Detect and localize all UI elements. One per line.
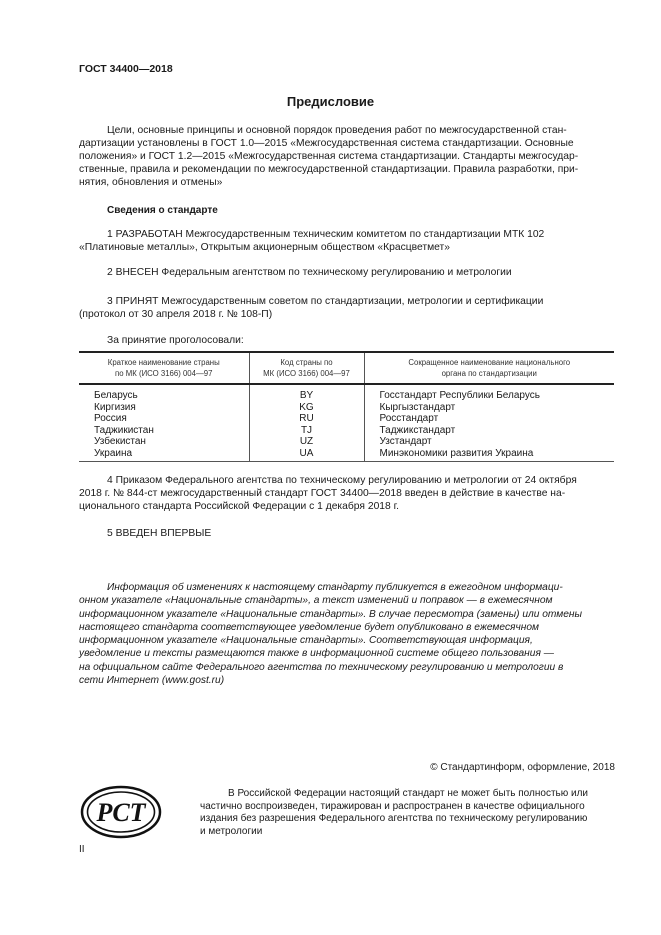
- standard-header: ГОСТ 34400—2018: [79, 63, 173, 75]
- legal-note-line: и метрологии: [200, 825, 263, 837]
- country-code: UZ: [249, 436, 364, 448]
- item-3: [79, 295, 615, 321]
- country-code: TJ: [249, 425, 364, 437]
- country-name: Россия: [94, 413, 127, 424]
- standard-info-heading: Сведения о стандарте: [107, 205, 218, 216]
- item-5: 5 ВВЕДЕН ВПЕРВЫЕ: [107, 528, 212, 539]
- table-header-cell: Краткое наименование страны по МК (ИСО 3166) 004—97: [79, 352, 249, 384]
- legal-note-line: В Российской Федерации настоящий стандарт не может быть полностью или: [228, 788, 589, 799]
- voting-table: [79, 351, 614, 462]
- intro-line: нятия, обновления и отмены»: [79, 177, 223, 188]
- country-code: RU: [249, 413, 364, 425]
- table-row: [79, 413, 614, 425]
- intro-line: дартизации установлены в ГОСТ 1.0—2015 «Межгосударственная система стандартизации. Основные: [79, 138, 574, 149]
- legal-note-line: частично воспроизведен, тиражирован и распространен в качестве официального: [200, 800, 585, 812]
- item-4-line: 2018 г. № 844-ст межгосударственный стандарт ГОСТ 34400—2018 введен в действие в качестве на-: [79, 488, 566, 499]
- info-notice-line: информационном указателе «Национальные стандарты». Соответствующая информация,: [79, 635, 533, 647]
- country-code: BY: [249, 384, 364, 402]
- item-1: [79, 228, 615, 254]
- national-body: Госстандарт Республики Беларусь: [364, 384, 614, 402]
- item-4: [79, 474, 615, 513]
- info-notice-line: Информация об изменениях к настоящему стандарту публикуется в ежегодном информаци-: [107, 582, 563, 593]
- country-name: Украина: [94, 447, 133, 459]
- legal-note-line: издания без разрешения Федерального агентства по техническому регулированию: [200, 813, 588, 824]
- voted-label: За принятие проголосовали:: [107, 335, 244, 346]
- country-code: KG: [249, 402, 364, 414]
- country-code: UA: [249, 448, 364, 462]
- table-row: [79, 448, 614, 462]
- national-body: Росстандарт: [364, 413, 614, 425]
- item-2: 2 ВНЕСЕН Федеральным агентством по техническому регулированию и метрологии: [107, 267, 512, 278]
- copyright: © Стандартинформ, оформление, 2018: [430, 762, 615, 773]
- info-notice-line: уведомление и тексты размещаются также в информационной системе общего пользования —: [79, 648, 554, 660]
- page-title: Предисловие: [286, 94, 375, 109]
- rst-logo-icon: [80, 785, 162, 839]
- table-row: [79, 436, 614, 448]
- national-body: Таджикстандарт: [364, 425, 614, 437]
- country-name: Узбекистан: [94, 436, 146, 447]
- national-body: Узстандарт: [364, 436, 614, 448]
- item-1-line: «Платиновые металлы», Открытым акционерным обществом «Красцветмет»: [79, 242, 450, 253]
- table-row: [79, 384, 614, 402]
- intro-line: Цели, основные принципы и основной порядок проведения работ по межгосударственной стан-: [107, 125, 567, 136]
- legal-note: [200, 788, 620, 838]
- item-4-line: ционального стандарта Российской Федерации с 1 декабря 2018 г.: [79, 501, 399, 512]
- item-1-line: 1 РАЗРАБОТАН Межгосударственным техническим комитетом по стандартизации МТК 102: [107, 229, 545, 240]
- country-name: Беларусь: [94, 390, 138, 401]
- info-notice-line: настоящего стандарта соответствующее уведомление будет опубликовано в ежемесячном: [79, 621, 540, 633]
- country-name: Киргизия: [94, 401, 136, 413]
- svg-text:РСТ: РСТ: [96, 798, 146, 827]
- intro-line: положения» и ГОСТ 1.2—2015 «Межгосударственная система стандартизации. Стандарты межгосудар-: [79, 151, 579, 162]
- info-notice-line: на официальном сайте Федерального агентства по техническому регулированию и метрологии в: [79, 661, 564, 673]
- page-number: II: [79, 844, 85, 855]
- info-notice-line: онном указателе «Национальные стандарты», а текст изменений и поправок — в ежемесячном: [79, 595, 553, 607]
- intro-line: ственные, правила и рекомендации по межгосударственной стандартизации. Правила разработки, при-: [79, 164, 579, 175]
- table-row: [79, 425, 614, 437]
- info-notice: [79, 581, 615, 687]
- item-3-line: 3 ПРИНЯТ Межгосударственным советом по стандартизации, метрологии и сертификации: [107, 296, 544, 307]
- item-4-line: 4 Приказом Федерального агентства по техническому регулированию и метрологии от 24 октября: [107, 475, 577, 486]
- table-header-cell: Сокращенное наименование национального органа по стандартизации: [364, 352, 614, 384]
- intro-paragraph: [79, 124, 615, 189]
- national-body: Минэкономики развития Украина: [364, 448, 614, 462]
- table-header-row: [79, 352, 614, 384]
- country-name: Таджикистан: [94, 424, 154, 436]
- table-header-cell: Код страны по МК (ИСО 3166) 004—97: [249, 352, 364, 384]
- table-row: [79, 402, 614, 414]
- info-notice-line: информационном указателе «Национальные стандарты». В случае пересмотра (замены) или отмены: [79, 608, 583, 620]
- national-body: Кыргызстандарт: [364, 402, 614, 414]
- item-3-line: (протокол от 30 апреля 2018 г. № 108-П): [79, 309, 273, 320]
- info-notice-line: сети Интернет (www.gost.ru): [79, 675, 225, 687]
